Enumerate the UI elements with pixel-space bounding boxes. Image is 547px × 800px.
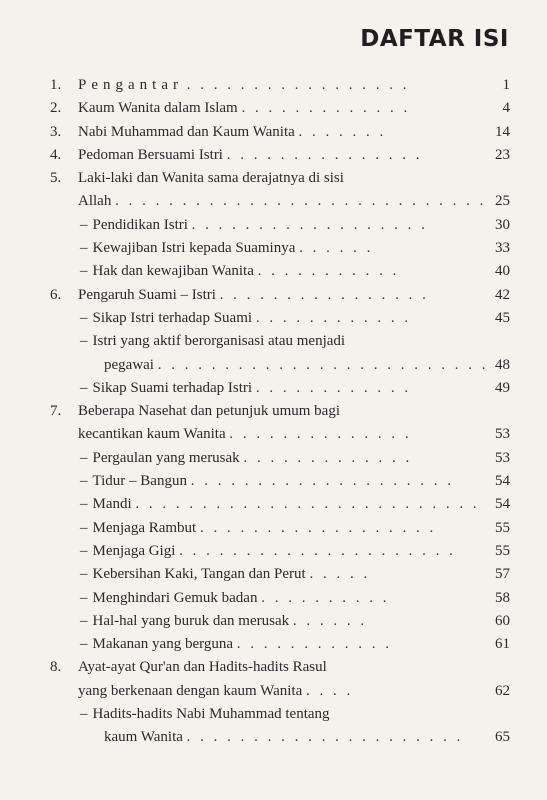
toc-number: 1.	[50, 77, 62, 93]
toc-dash: –	[80, 636, 88, 653]
toc-leader-dots: . . . . . . . . . . . . . . . . . . . . .	[179, 542, 456, 559]
toc-dash: –	[80, 379, 88, 396]
toc-dash: –	[80, 612, 88, 629]
toc-entry	[78, 97, 410, 120]
toc-leader-dots: . . . . . . . . . . . .	[255, 379, 412, 396]
toc-page-number: 54	[495, 473, 510, 490]
toc-page-number: 40	[495, 263, 510, 280]
toc-row	[0, 354, 547, 377]
toc-page-number: 30	[495, 216, 510, 233]
toc-row	[0, 377, 547, 400]
table-of-contents	[0, 74, 547, 750]
toc-row	[0, 400, 547, 423]
toc-page-number: 53	[495, 449, 510, 466]
toc-number: 2.	[50, 100, 62, 117]
page-title: DAFTAR ISI	[360, 26, 509, 52]
toc-entry-text: Tidur – Bangun	[92, 473, 187, 490]
toc-page-number: 65	[495, 729, 510, 746]
toc-entry-text: Nabi Muhammad dan Kaum Wanita	[78, 123, 295, 140]
toc-leader-dots: . . . . . . . . . . . . . . . . . . . . . . . . . . . .	[115, 193, 487, 210]
toc-entry-text: Hadits-hadits Nabi Muhammad tentang	[92, 706, 330, 723]
toc-page-number: 60	[495, 612, 510, 629]
toc-row	[0, 633, 547, 656]
toc-leader-dots: . . . .	[306, 682, 354, 699]
toc-row	[0, 284, 547, 307]
toc-entry-text: Pengaruh Suami – Istri	[78, 286, 216, 303]
toc-row	[0, 307, 547, 330]
toc-leader-dots: . . . . . . . . . . . . . . . . . . . . .	[186, 729, 464, 746]
toc-row	[0, 493, 547, 516]
toc-number: 4.	[50, 146, 62, 163]
toc-entry-text: Laki-laki dan Wanita sama derajatnya di sisi	[78, 170, 344, 187]
toc-dash: –	[80, 333, 88, 350]
toc-entry-text: kaum Wanita	[104, 729, 183, 746]
toc-row	[0, 587, 547, 610]
toc-row	[0, 680, 547, 703]
toc-dash: –	[80, 519, 88, 536]
toc-row	[0, 97, 547, 120]
toc-page-number: 57	[495, 566, 510, 583]
toc-leader-dots: . . . . . .	[299, 240, 374, 257]
toc-leader-dots: . . . . . . . . . .	[261, 589, 390, 606]
toc-number: 8.	[50, 659, 62, 676]
toc-leader-dots: . . . . . . . . . . . . . . . . . .	[199, 519, 437, 536]
toc-row	[0, 330, 547, 353]
toc-page-number: 23	[495, 146, 510, 163]
toc-row	[0, 214, 547, 237]
toc-row	[0, 190, 547, 213]
toc-entry	[80, 237, 373, 260]
toc-entry	[78, 167, 344, 190]
toc-entry-text: Kebersihan Kaki, Tangan dan Perut	[92, 566, 306, 583]
toc-number: 3.	[50, 123, 62, 140]
toc-dash: –	[80, 566, 88, 583]
toc-entry-text: Pergaulan yang merusak	[92, 449, 240, 466]
toc-dash: –	[80, 309, 88, 326]
toc-entry	[80, 493, 480, 516]
toc-dash: –	[80, 263, 88, 280]
toc-row	[0, 563, 547, 586]
toc-row	[0, 470, 547, 493]
toc-entry	[80, 563, 370, 586]
toc-entry-text: Menghindari Gemuk badan	[92, 589, 258, 606]
toc-entry	[78, 121, 386, 144]
toc-row	[0, 447, 547, 470]
toc-dash: –	[80, 449, 88, 466]
toc-entry	[80, 470, 454, 493]
toc-entry	[80, 260, 399, 283]
toc-entry-text: Pendidikan Istri	[92, 216, 188, 233]
toc-leader-dots: . . . . . . . . . . . . . . . . . . . . . . . . . .	[135, 496, 480, 513]
toc-leader-dots: . . . . . . .	[298, 123, 387, 140]
toc-leader-dots: . . . . . . . . . . . .	[255, 309, 412, 326]
toc-page-number: 55	[495, 519, 510, 536]
toc-row	[0, 260, 547, 283]
toc-leader-dots: . . . . . . . . . . . . .	[241, 100, 411, 117]
toc-page-number: 42	[495, 286, 510, 303]
toc-entry	[104, 354, 488, 377]
toc-entry	[80, 610, 367, 633]
toc-dash: –	[80, 216, 88, 233]
toc-leader-dots: . . . . . . . . . . . . . .	[229, 426, 412, 443]
toc-row	[0, 517, 547, 540]
toc-entry	[80, 330, 345, 353]
toc-entry	[80, 307, 411, 330]
toc-entry	[78, 656, 327, 679]
toc-entry	[80, 587, 389, 610]
toc-entry-text: yang berkenaan dengan kaum Wanita	[78, 682, 303, 699]
toc-leader-dots: . . . . .	[309, 566, 371, 583]
toc-entry	[80, 377, 411, 400]
toc-page-number: 53	[495, 426, 510, 443]
toc-dash: –	[80, 542, 88, 559]
toc-leader-dots: . . . . . . . . . . . .	[236, 636, 393, 653]
toc-row	[0, 144, 547, 167]
toc-entry-text: Pengantar	[78, 77, 183, 93]
toc-entry	[78, 74, 409, 97]
toc-page-number: 1	[502, 77, 510, 93]
toc-page-number: 61	[495, 636, 510, 653]
toc-entry-text: kecantikan kaum Wanita	[78, 426, 226, 443]
toc-row	[0, 237, 547, 260]
toc-page-number: 45	[495, 309, 510, 326]
toc-entry-text: Beberapa Nasehat dan petunjuk umum bagi	[78, 403, 341, 420]
toc-leader-dots: . . . . . . . . . . . . . . . . . . . .	[190, 473, 454, 490]
toc-leader-dots: . . . . . . . . . . .	[257, 263, 400, 280]
toc-entry	[78, 190, 486, 213]
toc-leader-dots: . . . . . . . . . . . . . . . . . . . . . . . . .	[157, 356, 489, 373]
toc-entry-text: pegawai	[104, 356, 154, 373]
toc-entry-text: Ayat-ayat Qur'an dan Hadits-hadits Rasul	[78, 659, 327, 676]
toc-entry	[78, 680, 353, 703]
toc-entry-text: Istri yang aktif berorganisasi atau menjadi	[92, 333, 346, 350]
toc-entry-text: Mandi	[92, 496, 132, 513]
toc-row	[0, 610, 547, 633]
toc-page-number: 14	[495, 123, 510, 140]
toc-row	[0, 540, 547, 563]
toc-entry-text: Kewajiban Istri kepada Suaminya	[92, 240, 296, 257]
toc-leader-dots: . . . . . . . . . . . . . . . . .	[186, 77, 410, 93]
toc-leader-dots: . . . . . . . . . . . . . . . . . .	[191, 216, 428, 233]
toc-entry-text: Menjaga Rambut	[92, 519, 197, 536]
toc-row	[0, 726, 547, 749]
toc-entry	[78, 284, 429, 307]
toc-leader-dots: . . . . . . . . . . . . . . . .	[219, 286, 429, 303]
toc-page-number: 62	[495, 682, 510, 699]
toc-page-number: 58	[495, 589, 510, 606]
toc-page-number: 54	[495, 496, 510, 513]
toc-entry	[78, 423, 412, 446]
toc-number: 5.	[50, 170, 62, 187]
toc-entry	[80, 633, 392, 656]
toc-entry	[78, 144, 422, 167]
toc-row	[0, 656, 547, 679]
toc-page-number: 55	[495, 542, 510, 559]
toc-page-number: 33	[495, 240, 510, 257]
toc-dash: –	[80, 496, 88, 513]
toc-entry	[80, 540, 456, 563]
toc-number: 6.	[50, 286, 62, 303]
toc-entry-text: Kaum Wanita dalam Islam	[78, 100, 238, 117]
toc-row	[0, 167, 547, 190]
toc-row	[0, 121, 547, 144]
toc-entry-text: Menjaga Gigi	[92, 542, 176, 559]
toc-page-number: 25	[495, 193, 510, 210]
toc-entry-text: Hak dan kewajiban Wanita	[92, 263, 254, 280]
toc-page-number: 4	[502, 100, 510, 117]
toc-entry-text: Makanan yang berguna	[92, 636, 234, 653]
toc-entry-text: Sikap Suami terhadap Istri	[92, 379, 253, 396]
toc-entry-text: Pedoman Bersuami Istri	[78, 146, 223, 163]
toc-leader-dots: . . . . . . . . . . . . . . .	[226, 146, 423, 163]
toc-dash: –	[80, 473, 88, 490]
toc-entry-text: Sikap Istri terhadap Suami	[92, 309, 253, 326]
toc-dash: –	[80, 706, 88, 723]
toc-dash: –	[80, 240, 88, 257]
toc-row	[0, 703, 547, 726]
toc-page-number: 49	[495, 379, 510, 396]
toc-entry	[80, 517, 436, 540]
toc-entry-text: Allah	[78, 193, 112, 210]
toc-leader-dots: . . . . . .	[292, 612, 368, 629]
toc-leader-dots: . . . . . . . . . . . . .	[243, 449, 413, 466]
toc-entry-text: Hal-hal yang buruk dan merusak	[92, 612, 290, 629]
toc-entry	[80, 214, 428, 237]
toc-row	[0, 74, 547, 97]
toc-entry	[80, 703, 330, 726]
toc-entry	[78, 400, 340, 423]
toc-number: 7.	[50, 403, 62, 420]
toc-page-number: 48	[495, 356, 510, 373]
toc-dash: –	[80, 589, 88, 606]
toc-entry	[104, 726, 463, 749]
toc-entry	[80, 447, 412, 470]
toc-row	[0, 423, 547, 446]
